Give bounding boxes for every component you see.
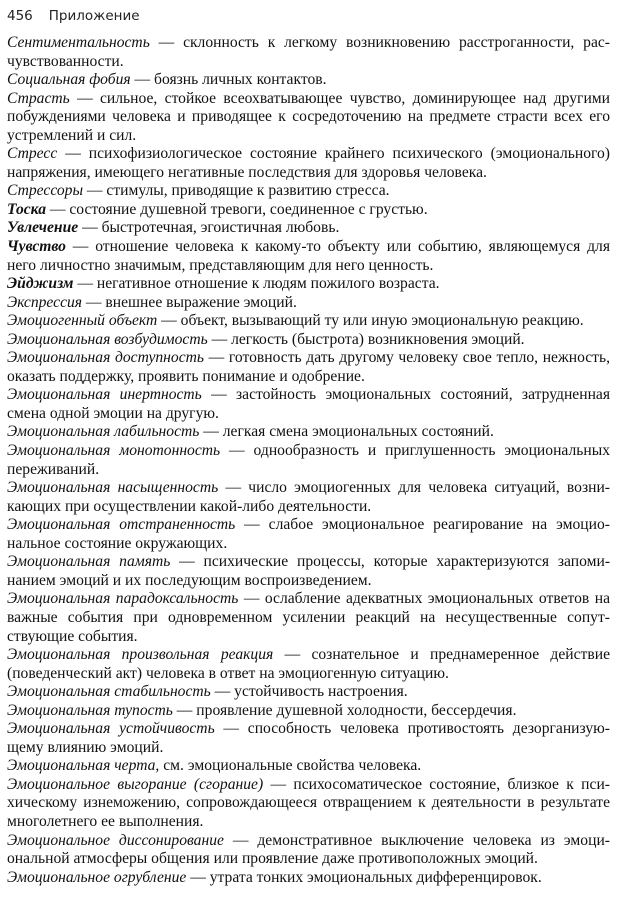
glossary-term: Эмоциональное диссонирование — [7, 831, 224, 849]
glossary-entry — [7, 720, 610, 757]
glossary-term: Эмоциональное выгорание (сгорание) — [7, 775, 264, 793]
glossary-term: Экспрессия — [7, 293, 83, 311]
running-header — [7, 8, 610, 34]
glossary-term: Эмоциональная доступность — [7, 349, 204, 367]
section-title: Приложение — [48, 8, 140, 24]
glossary-entry — [7, 331, 610, 350]
glossary-definition: см. эмоциональные свойства человека. — [159, 757, 422, 775]
glossary-entry — [7, 34, 610, 71]
glossary-definition: — быстротечная, эгоистичная любовь. — [78, 219, 340, 237]
glossary-entry — [7, 646, 610, 683]
glossary-definition: — сильное, стойкое всеохватывающее чувство, доминирующее над другими побуждениями человека и приводящее к сосредоточению на предмете страсти всех его устремлений и сил. — [7, 89, 610, 144]
glossary-definition: — боязнь личных контактов. — [130, 71, 327, 89]
glossary-definition: — слабое эмоциональное реагирование на эмоциональное состояние окружающих. — [7, 516, 610, 552]
glossary-definition: — проявление душевной холодности, бессердечия. — [172, 701, 517, 719]
glossary-term: Эмоциональная память — [7, 553, 171, 571]
glossary-text — [7, 34, 610, 887]
glossary-definition: — психические процессы, которые характеризуются запоминанием эмоций и их последующим воспроизведением. — [7, 553, 611, 589]
glossary-entry — [7, 516, 610, 553]
glossary-term: Социальная фобия — [7, 71, 131, 89]
glossary-term: Страсть — [7, 89, 70, 107]
glossary-entry — [7, 869, 610, 888]
glossary-entry — [7, 757, 610, 776]
glossary-definition: — демонстративное выключение человека из эмоциональной атмосферы общения или проявление даже противоположных эмоций. — [7, 831, 610, 868]
glossary-term: Эмоциогенный объект — [7, 312, 158, 330]
glossary-entry — [7, 423, 610, 442]
glossary-entry — [7, 182, 610, 201]
glossary-entry — [7, 386, 610, 423]
glossary-entry — [7, 201, 610, 220]
glossary-term: Эмоциональная лабильность — [7, 423, 200, 441]
glossary-entry — [7, 553, 610, 590]
glossary-definition: — устойчивость настроения. — [210, 683, 408, 701]
glossary-entry — [7, 90, 610, 146]
glossary-definition: — состояние душевной тревоги, соединенное с грустью. — [46, 200, 428, 218]
glossary-definition: — склонность к легкому возникновению расстроганности, расчувствованности. — [7, 34, 610, 70]
glossary-definition: — число эмоциогенных для человека ситуаций, возникающих при осуществлении какой-либо деятельности. — [7, 479, 610, 515]
glossary-term: Сентиментальность — [7, 34, 150, 51]
glossary-definition: — отношение человека к какому-то объекту или событию, являющемуся для него личностно значимым, представляющим для него ценность. — [7, 238, 610, 274]
glossary-definition: — негативное отношение к людям пожилого возраста. — [73, 275, 440, 293]
glossary-entry — [7, 219, 610, 238]
glossary-entry — [7, 776, 610, 832]
glossary-definition: — психофизиологическое состояние крайнего психического (эмоционального) напряжения, имеющего негативные последствия для здоровья человека. — [7, 145, 610, 181]
glossary-definition: — внешнее выражение эмоций. — [82, 293, 297, 311]
glossary-definition: — застойность эмоциональных состояний, затрудненная смена одной эмоции на другую. — [7, 386, 611, 422]
glossary-entry — [7, 702, 610, 721]
glossary-term: Эмоциональная инертность — [7, 386, 202, 404]
glossary-entry — [7, 349, 610, 386]
glossary-term: Эмоциональная устойчивость — [7, 720, 215, 738]
glossary-entry — [7, 832, 610, 869]
glossary-entry — [7, 312, 610, 331]
glossary-term: Чувство — [7, 238, 66, 256]
glossary-entry — [7, 479, 610, 516]
glossary-entry — [7, 145, 610, 182]
glossary-term: Эмоциональная тупость — [7, 701, 173, 719]
glossary-term: Эмоциональная черта, — [7, 757, 160, 775]
glossary-entry — [7, 442, 610, 479]
glossary-definition: — психосоматическое состояние, близкое к психическому изнеможению, сопровождающееся отвращением к деятельности в результате многолетнего ее выполнения. — [7, 775, 610, 830]
glossary-definition: — однообразность и приглушенность эмоциональных переживаний. — [7, 442, 610, 478]
glossary-definition: — способность человека противостоять дезорганизующему влиянию эмоций. — [7, 720, 610, 756]
glossary-term: Стрессоры — [7, 182, 84, 200]
glossary-definition: — легкость (быстрота) возникновения эмоций. — [207, 330, 525, 348]
glossary-entry — [7, 294, 610, 313]
glossary-definition: — готовность дать другому человеку свое тепло, нежность, оказать поддержку, проявить понимание и одобрение. — [7, 349, 611, 385]
glossary-term: Эмоциональная отстраненность — [7, 516, 236, 534]
glossary-term: Эмоциональная насыщенность — [7, 479, 219, 497]
glossary-entry — [7, 238, 610, 275]
glossary-definition: — утрата тонких эмоциональных дифференцировок. — [186, 868, 542, 886]
page-number: 456 — [7, 8, 33, 24]
glossary-term: Эмоциональная стабильность — [7, 683, 211, 701]
glossary-definition: — объект, вызывающий ту или иную эмоциональную реакцию. — [157, 312, 584, 330]
glossary-term: Эмоциональная монотонность — [7, 442, 221, 460]
glossary-term: Эмоциональная парадоксальность — [7, 590, 239, 608]
glossary-term: Увлечение — [7, 219, 79, 237]
glossary-definition: — стимулы, приводящие к развитию стресса. — [83, 182, 390, 200]
glossary-term: Стресс — [7, 145, 58, 163]
glossary-definition: — ослабление адекватных эмоциональных ответов на важные события при одновременном усилении реакций на несущественные сопутствующие события. — [7, 590, 610, 645]
glossary-entry — [7, 71, 610, 90]
glossary-definition: — легкая смена эмоциональных состояний. — [199, 423, 494, 441]
glossary-term: Эмоциональная возбудимость — [7, 330, 208, 348]
glossary-term: Эмоциональное огрубление — [7, 868, 187, 886]
glossary-entry — [7, 590, 610, 646]
glossary-entry — [7, 275, 610, 294]
glossary-term: Эмоциональная произвольная реакция — [7, 646, 274, 664]
glossary-definition: — сознательное и преднамеренное действие (поведенческий акт) человека в ответ на эмоциогенную ситуацию. — [7, 646, 610, 682]
glossary-term: Эйджизм — [7, 275, 74, 293]
glossary-term: Тоска — [7, 200, 46, 218]
glossary-entry — [7, 683, 610, 702]
